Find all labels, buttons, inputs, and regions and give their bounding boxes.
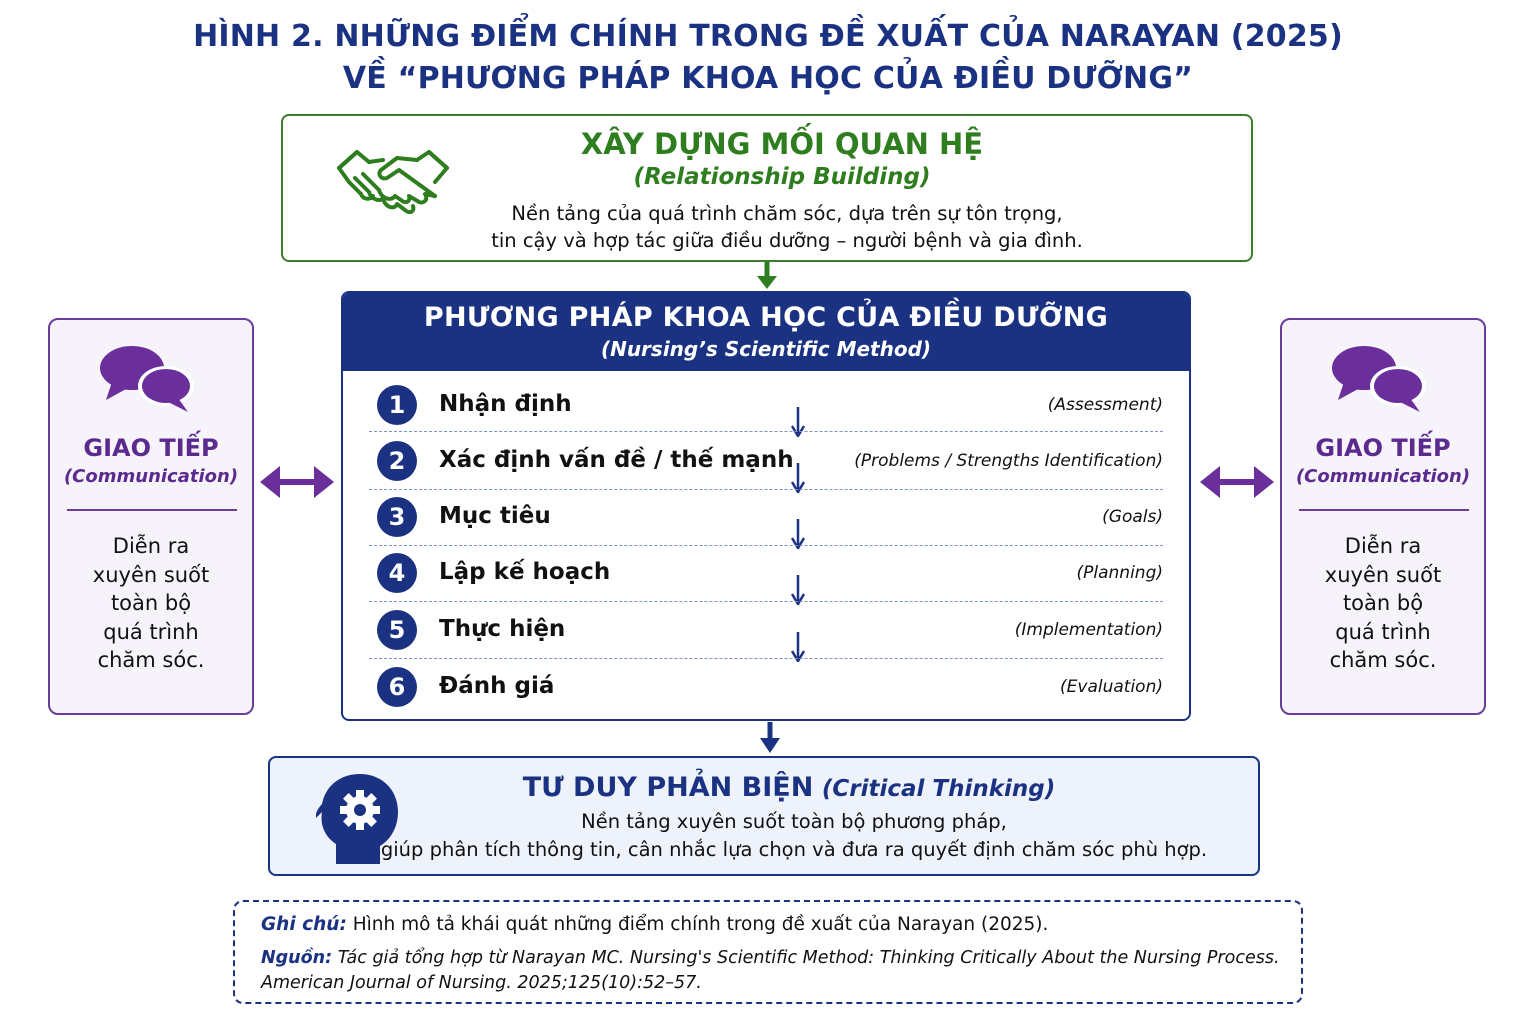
communication-description: Diễn ra xuyên suốt toàn bộ quá trình chăm sóc. xyxy=(92,534,210,672)
step-label: Xác định vấn đề / thế mạnh xyxy=(439,447,794,473)
relationship-box xyxy=(281,114,1253,262)
method-title: PHƯƠNG PHÁP KHOA HỌC CỦA ĐIỀU DƯỠNG xyxy=(423,302,1109,333)
step-divider xyxy=(369,431,1163,432)
source-label: Nguồn: xyxy=(261,948,333,968)
divider xyxy=(1299,509,1469,511)
critical-thinking-description xyxy=(270,808,1258,864)
method-subtitle: (Nursing’s Scientific Method) xyxy=(600,337,932,361)
source-line xyxy=(261,946,1291,996)
note-line xyxy=(261,912,1048,938)
note-text: Hình mô tả khái quát những điểm chính trong đề xuất của Narayan (2025). xyxy=(346,914,1049,935)
method-step xyxy=(369,489,1163,545)
method-step xyxy=(369,602,1163,658)
method-step xyxy=(369,433,1163,489)
method-step xyxy=(369,377,1163,433)
relationship-subtitle: (Relationship Building) xyxy=(633,164,931,190)
critical-thinking-title-vi: TƯ DUY PHẢN BIỆN xyxy=(522,772,814,803)
step-english: (Planning) xyxy=(1076,563,1163,583)
step-label: Lập kế hoạch xyxy=(439,559,611,585)
step-label: Mục tiêu xyxy=(439,503,551,529)
figure-title-line2: VỀ “PHƯƠNG PHÁP KHOA HỌC CỦA ĐIỀU DƯỠNG” xyxy=(342,61,1194,96)
communication-description: Diễn ra xuyên suốt toàn bộ quá trình chăm sóc. xyxy=(1324,534,1442,672)
communication-subtitle: (Communication) xyxy=(63,466,239,487)
method-step xyxy=(369,659,1163,715)
relationship-title: XÂY DỰNG MỐI QUAN HỆ xyxy=(580,127,984,161)
critical-thinking-box xyxy=(268,756,1260,876)
note-box xyxy=(233,900,1303,1004)
communication-subtitle: (Communication) xyxy=(1295,466,1471,487)
communication-panel-left xyxy=(48,318,254,715)
figure-title-line1: HÌNH 2. NHỮNG ĐIỂM CHÍNH TRONG ĐỀ XUẤT CỦA NARAYAN (2025) xyxy=(193,19,1343,54)
down-arrow-icon xyxy=(759,722,781,754)
step-number: 5 xyxy=(377,610,417,650)
step-english: (Goals) xyxy=(1102,507,1163,527)
step-label: Nhận định xyxy=(439,391,572,417)
step-label: Đánh giá xyxy=(439,673,555,699)
double-arrow-icon xyxy=(258,464,336,500)
method-step xyxy=(369,545,1163,601)
relationship-description xyxy=(283,200,1251,254)
critical-desc-line2: giúp phân tích thông tin, cân nhắc lựa chọn và đưa ra quyết định chăm sóc phù hợp. xyxy=(380,838,1208,861)
method-header xyxy=(343,293,1189,371)
step-english: (Problems / Strengths Identification) xyxy=(854,451,1163,471)
note-label: Ghi chú: xyxy=(261,914,347,935)
communication-title: GIAO TIẾP xyxy=(83,434,219,462)
down-arrow-icon xyxy=(756,262,778,290)
chat-bubbles-icon xyxy=(98,344,198,414)
chat-bubbles-icon xyxy=(1330,344,1430,414)
step-english: (Assessment) xyxy=(1047,395,1163,415)
critical-thinking-title xyxy=(270,770,1258,807)
step-number: 4 xyxy=(377,553,417,593)
step-number: 1 xyxy=(377,385,417,425)
step-number: 2 xyxy=(377,441,417,481)
communication-panel-right xyxy=(1280,318,1486,715)
divider xyxy=(67,509,237,511)
source-text: Tác giả tổng hợp từ Narayan MC. Nursing's Scientific Method: Thinking Critically About the Nursing Process. American Journal of Nursing. 2025;125(10):52–57. xyxy=(261,948,1280,993)
communication-title: GIAO TIẾP xyxy=(1315,434,1451,462)
relationship-desc-line2: tin cậy và hợp tác giữa điều dưỡng – người bệnh và gia đình. xyxy=(491,229,1083,252)
step-english: (Implementation) xyxy=(1014,620,1163,640)
critical-thinking-title-en: (Critical Thinking) xyxy=(821,776,1056,802)
relationship-desc-line1: Nền tảng của quá trình chăm sóc, dựa trên sự tôn trọng, xyxy=(511,202,1063,225)
step-english: (Evaluation) xyxy=(1060,677,1163,697)
scientific-method-box xyxy=(341,291,1191,721)
critical-desc-line1: Nền tảng xuyên suốt toàn bộ phương pháp, xyxy=(581,810,1007,833)
double-arrow-icon xyxy=(1198,464,1276,500)
step-label: Thực hiện xyxy=(439,616,566,642)
step-number: 6 xyxy=(377,667,417,707)
step-number: 3 xyxy=(377,497,417,537)
